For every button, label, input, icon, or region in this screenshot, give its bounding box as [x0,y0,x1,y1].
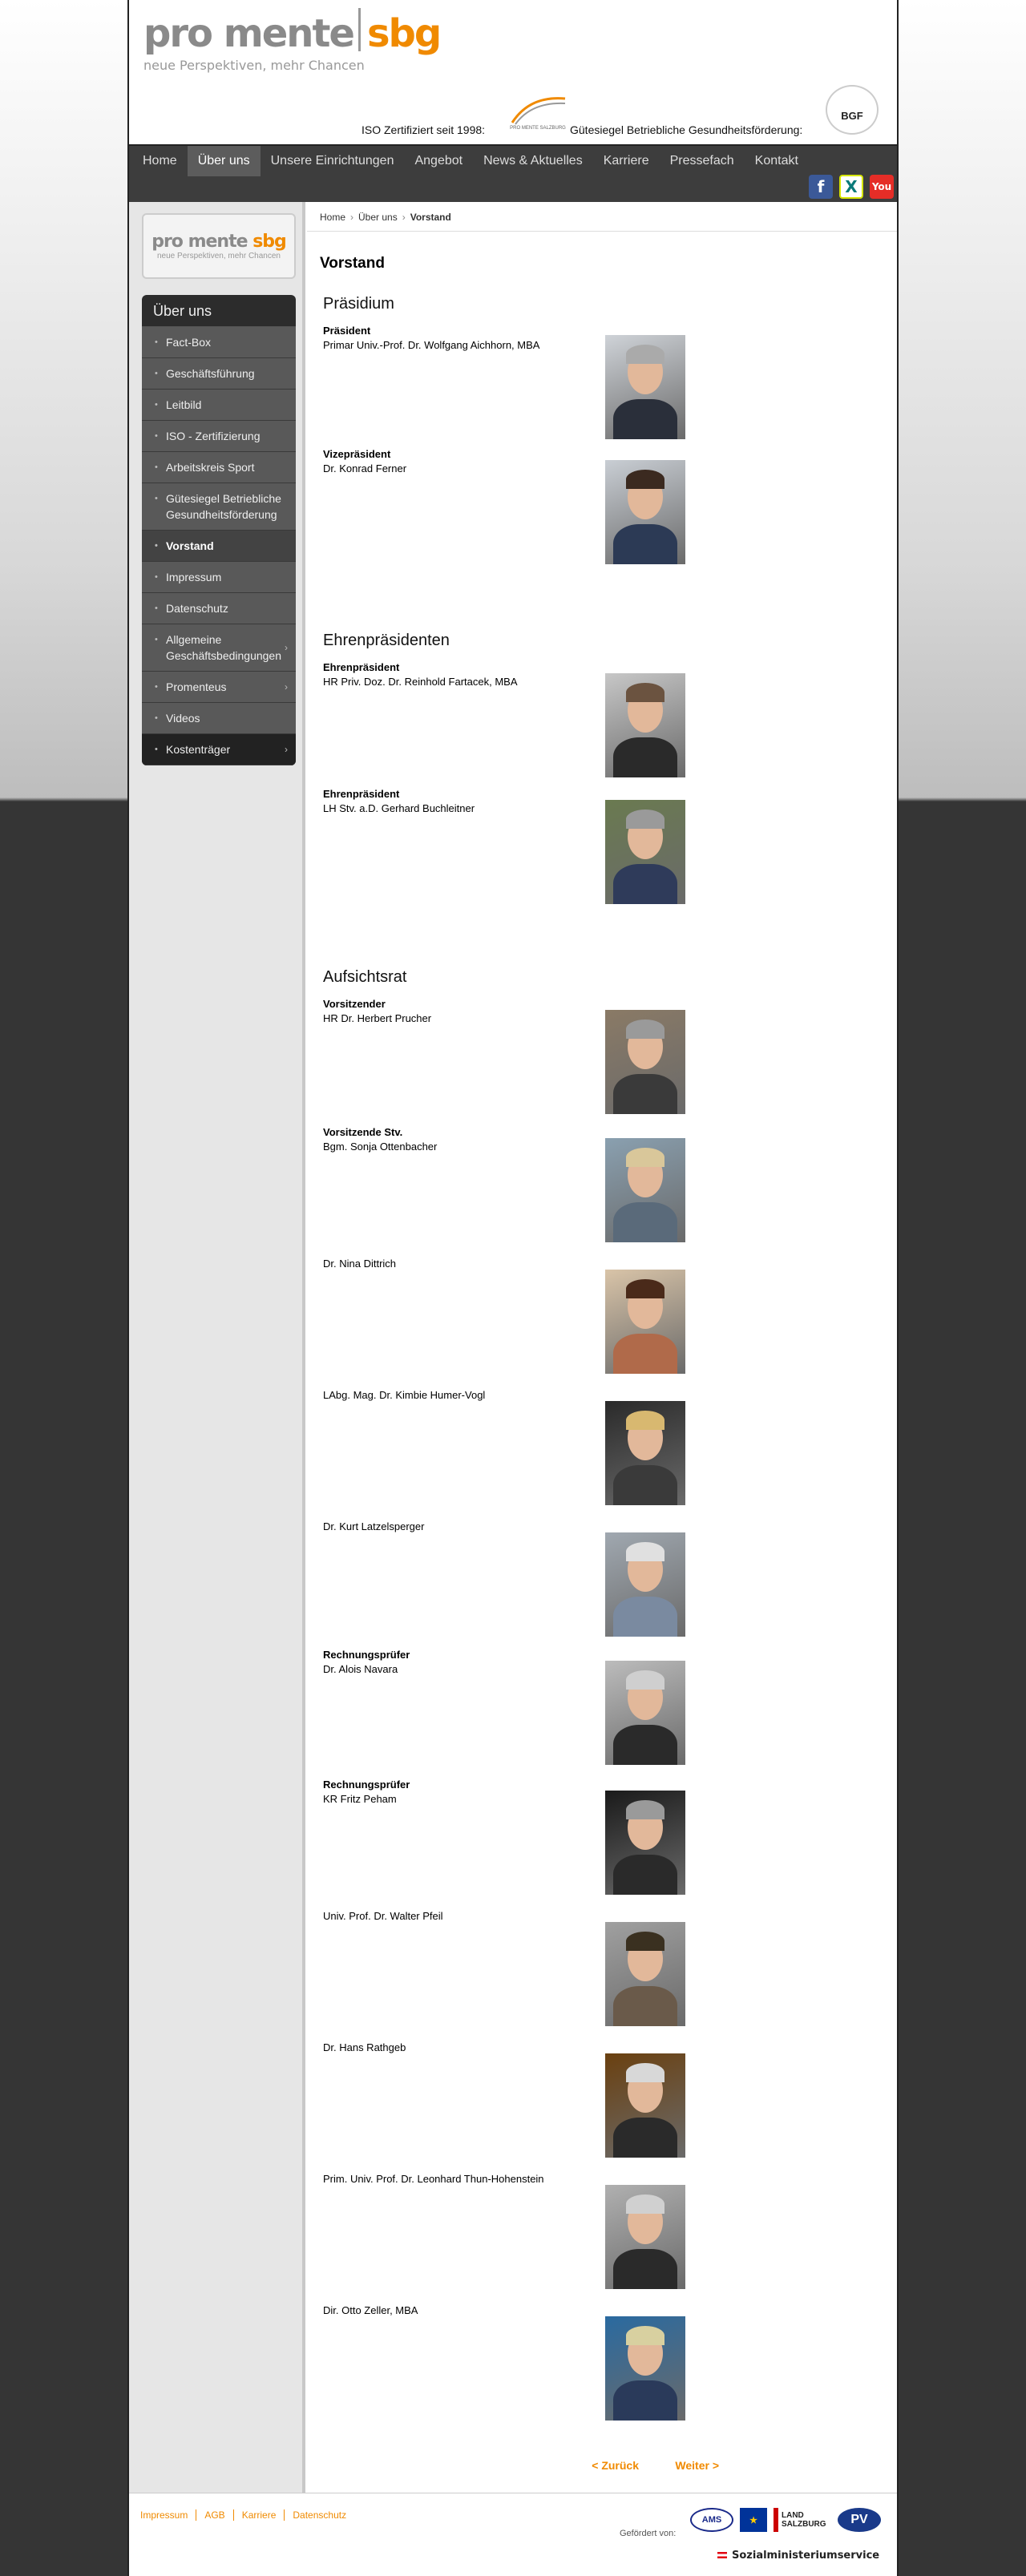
sidebar-item-3[interactable] [142,421,296,452]
main-navigation [129,144,897,202]
chevron-right-icon: › [285,744,288,755]
sidebar-item-7[interactable] [142,562,296,593]
sidebar-menu [142,295,296,765]
member-role: Ehrenpräsident [323,661,400,673]
iso-certificate-logo[interactable] [506,91,570,132]
nav-item-home[interactable]: Home [143,154,177,168]
page-title: Vorstand [320,255,385,272]
footer-links [140,2509,354,2521]
member-name: Dr. Alois Navara [323,1663,398,1675]
section-title-praesidium: Präsidium [323,295,394,313]
bgf-text: Gütesiegel Betriebliche Gesundheitsförderung: [570,123,803,136]
iso-text: ISO Zertifiziert seit 1998: [362,123,486,136]
sidebar-logo-tagline: neue Perspektiven, mehr Chancen [157,252,281,260]
youtube-icon[interactable]: You [870,175,894,199]
back-link[interactable]: < Zurück [592,2459,639,2472]
page-wrapper [127,0,899,2576]
member-name: Dr. Nina Dittrich [323,1258,397,1270]
member-name: LH Stv. a.D. Gerhard Buchleitner [323,802,475,814]
member-role: Ehrenpräsident [323,788,400,800]
member-role: Vizepräsident [323,448,391,460]
member-name: Dr. Hans Rathgeb [323,2041,406,2053]
sidebar-menu-title: Über uns [142,295,296,327]
member-role: Präsident [323,325,371,337]
iso-logo-text: PRO MENTE SALZBURG [510,126,566,131]
section-title-aufsichtsrat: Aufsichtsrat [323,968,407,986]
sidebar-item-label: Impressum [166,571,222,583]
member-photo [605,2053,685,2158]
member-photo [605,335,685,439]
sidebar-item-label: Kostenträger [166,743,231,756]
ams-logo[interactable]: AMS [690,2508,733,2532]
sidebar-item-0[interactable] [142,327,296,358]
footer-link-impressum[interactable]: Impressum [140,2509,196,2521]
member-name: Bgm. Sonja Ottenbacher [323,1141,438,1153]
eu-flag-icon[interactable]: ★ [740,2508,767,2532]
nav-item-angebot[interactable]: Angebot [414,154,463,168]
sidebar-logo-region: sbg [252,232,286,252]
sidebar-logo-name: pro mente [151,232,248,252]
bgf-seal-logo[interactable] [826,85,879,135]
member-photo [605,1010,685,1114]
member-photo [605,800,685,904]
nav-item-unsere-einrichtungen[interactable]: Unsere Einrichtungen [270,154,394,168]
sidebar-item-label: ISO - Zertifizierung [166,430,261,442]
breadcrumb-parent[interactable]: Über uns [358,212,398,223]
member-photo [605,2316,685,2421]
sidebar-item-1[interactable] [142,358,296,390]
chevron-right-icon: › [285,642,288,653]
logo-region: sbg [366,11,441,56]
breadcrumb: Home › Über uns › Vorstand [320,212,451,223]
member-name: Dr. Kurt Latzelsperger [323,1520,425,1532]
nav-item-über-uns[interactable]: Über uns [188,146,261,176]
member-name: HR Dr. Herbert Prucher [323,1012,432,1024]
sidebar-item-8[interactable] [142,593,296,624]
breadcrumb-home[interactable]: Home [320,212,346,223]
pv-logo[interactable]: PV [838,2508,881,2532]
member-photo [605,1401,685,1505]
funded-by-label: Gefördert von: [620,2529,677,2538]
sidebar-item-label: Datenschutz [166,602,228,615]
sponsor-logos [690,2508,881,2532]
sidebar-item-label: Gütesiegel Betriebliche Gesundheitsförderung [166,492,281,521]
sidebar-item-label: Allgemeine Geschäftsbedingungen [166,633,281,662]
member-name: Dr. Konrad Ferner [323,462,407,474]
member-role: Rechnungsprüfer [323,1779,410,1791]
sidebar-item-6[interactable] [142,531,296,562]
nav-item-pressefach[interactable]: Pressefach [669,154,734,168]
member-photo [605,1270,685,1374]
nav-item-karriere[interactable]: Karriere [603,154,649,168]
nav-item-kontakt[interactable]: Kontakt [754,154,798,168]
site-footer [129,2493,897,2576]
sidebar-item-label: Videos [166,712,200,725]
sidebar-item-10[interactable] [142,672,296,703]
member-role: Rechnungsprüfer [323,1649,410,1661]
sidebar-item-9[interactable] [142,624,296,672]
footer-link-datenschutz[interactable]: Datenschutz [293,2509,347,2521]
member-name: LAbg. Mag. Dr. Kimbie Humer-Vogl [323,1389,486,1401]
member-name: KR Fritz Peham [323,1793,397,1805]
section-title-ehrenpraesidenten: Ehrenpräsidenten [323,632,450,649]
next-link[interactable]: Weiter > [675,2459,719,2472]
facebook-icon[interactable]: f [809,175,833,199]
sidebar-item-label: Leitbild [166,398,202,411]
member-photo [605,1532,685,1637]
member-name: HR Priv. Doz. Dr. Reinhold Fartacek, MBA [323,676,518,688]
member-photo [605,1138,685,1242]
sidebar-item-2[interactable] [142,390,296,421]
member-photo [605,673,685,777]
member-photo [605,2185,685,2289]
sidebar-logo[interactable] [142,213,296,279]
land-salzburg-logo[interactable]: LAND SALZBURG [774,2508,831,2532]
sidebar-item-label: Vorstand [166,539,214,552]
bgf-logo-text: BGF [841,109,863,122]
member-name: Prim. Univ. Prof. Dr. Leonhard Thun-Hohenstein [323,2173,544,2185]
footer-link-agb[interactable]: AGB [196,2509,233,2521]
logo-tagline: neue Perspektiven, mehr Chancen [143,58,365,73]
social-links [809,175,894,199]
footer-link-karriere[interactable]: Karriere [234,2509,285,2521]
member-photo [605,460,685,564]
member-role: Vorsitzende Stv. [323,1126,403,1138]
member-photo [605,1922,685,2026]
sidebar-item-4[interactable] [142,452,296,483]
nav-item-news-aktuelles[interactable]: News & Aktuelles [483,154,583,168]
breadcrumb-current: Vorstand [410,212,451,223]
member-name: Primar Univ.-Prof. Dr. Wolfgang Aichhorn, MBA [323,339,540,351]
sidebar-item-label: Arbeitskreis Sport [166,461,255,474]
member-role: Vorsitzender [323,998,386,1010]
sidebar-item-12[interactable] [142,734,296,765]
sidebar-item-5[interactable] [142,483,296,531]
member-name: Univ. Prof. Dr. Walter Pfeil [323,1910,443,1922]
site-header [129,0,897,144]
sozialministeriumservice-logo[interactable]: Sozialministeriumservice [717,2550,879,2562]
member-photo [605,1791,685,1895]
xing-icon[interactable]: X [839,175,863,199]
sidebar-item-label: Promenteus [166,680,227,693]
member-photo [605,1661,685,1765]
logo-name: pro mente [143,11,353,56]
member-name: Dir. Otto Zeller, MBA [323,2304,418,2316]
chevron-right-icon: › [285,681,288,692]
sidebar [129,202,305,2493]
site-logo[interactable] [143,8,440,73]
sidebar-item-label: Geschäftsführung [166,367,255,380]
main-content [307,202,897,2493]
sidebar-item-11[interactable] [142,703,296,734]
sidebar-item-label: Fact-Box [166,336,212,349]
